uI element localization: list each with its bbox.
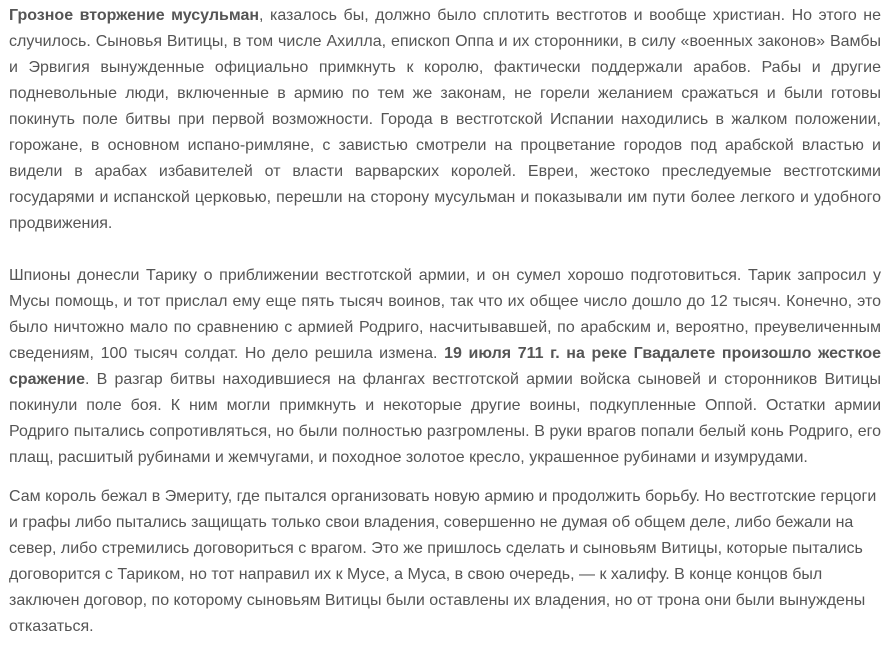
paragraph-2-text-before: Шпионы донесли Тарику о приближении вестготской армии, и он сумел хорошо подготовиться. Тарик запросил у Мусы помощь, и тот прислал ему еще пять тысяч воинов, так что их общее число дошло до 12 тысяч. Конечно, это было ничтожно мало по сравнению с армией Родриго, насчитывавшей, по арабским и, вероятно, преувеличенным сведениям, 100 тысяч солдат. Но дело решила измена.: [9, 267, 881, 362]
paragraph-1: [9, 3, 881, 237]
paragraph-2-text-after: . В разгар битвы находившиеся на флангах вестготской армии войска сыновей и сторонников Витицы покинули поле боя. К ним могли примкнуть и некоторые другие воины, подкупленные Оппой. Остатки армии Родриго пытались сопротивляться, но были полностью разгромлены. В руки врагов попали белый конь Родриго, его плащ, расшитый рубинами и жемчугами, и походное золотое кресло, украшенное рубинами и изумрудами.: [9, 371, 881, 466]
paragraph-2-bold-date: 19 июля 711 г. на реке Гвадалете произошло жесткое сражение: [9, 345, 881, 388]
paragraph-1-bold-lead: Грозное вторжение мусульман: [9, 7, 260, 24]
paragraph-1-text: , казалось бы, должно было сплотить вестготов и вообще христиан. Но этого не случилось. Сыновья Витицы, в том числе Ахилла, епископ Оппа и их сторонники, в силу «военных законов» Вамбы и Эрвигия вынужденные официально примкнуть к королю, фактически поддержали арабов. Рабы и другие подневольные люди, включенные в армию по тем же законам, не горели желанием сражаться и были готовы покинуть поле битвы при первой возможности. Города в вестготской Испании находились в жалком положении, горожане, в основном испано-римляне, с завистью смотрели на процветание городов под арабской властью и видели в арабах избавителей от власти варварских королей. Евреи, жестоко преследуемые вестготскими государями и испанской церковью, перешли на сторону мусульман и показывали им пути более легкого и удобного продвижения.: [9, 7, 882, 232]
paragraph-3: [9, 484, 881, 640]
article-body: [9, 3, 881, 640]
paragraph-3-text: Сам король бежал в Эмериту, где пытался организовать новую армию и продолжить борьбу. Но вестготские герцоги и графы либо пытались защищать только свои владения, совершенно не думая об общем деле, либо бежали на север, либо стремились договориться с врагом. Это же пришлось сделать и сыновьям Витицы, которые пытались договорится с Тариком, но тот направил их к Мусе, а Муса, в свою очередь, — к халифу. В конце концов был заключен договор, по которому сыновьям Витицы были оставлены их владения, но от трона они были вынуждены отказаться.: [9, 488, 877, 635]
paragraph-2: [9, 263, 881, 471]
